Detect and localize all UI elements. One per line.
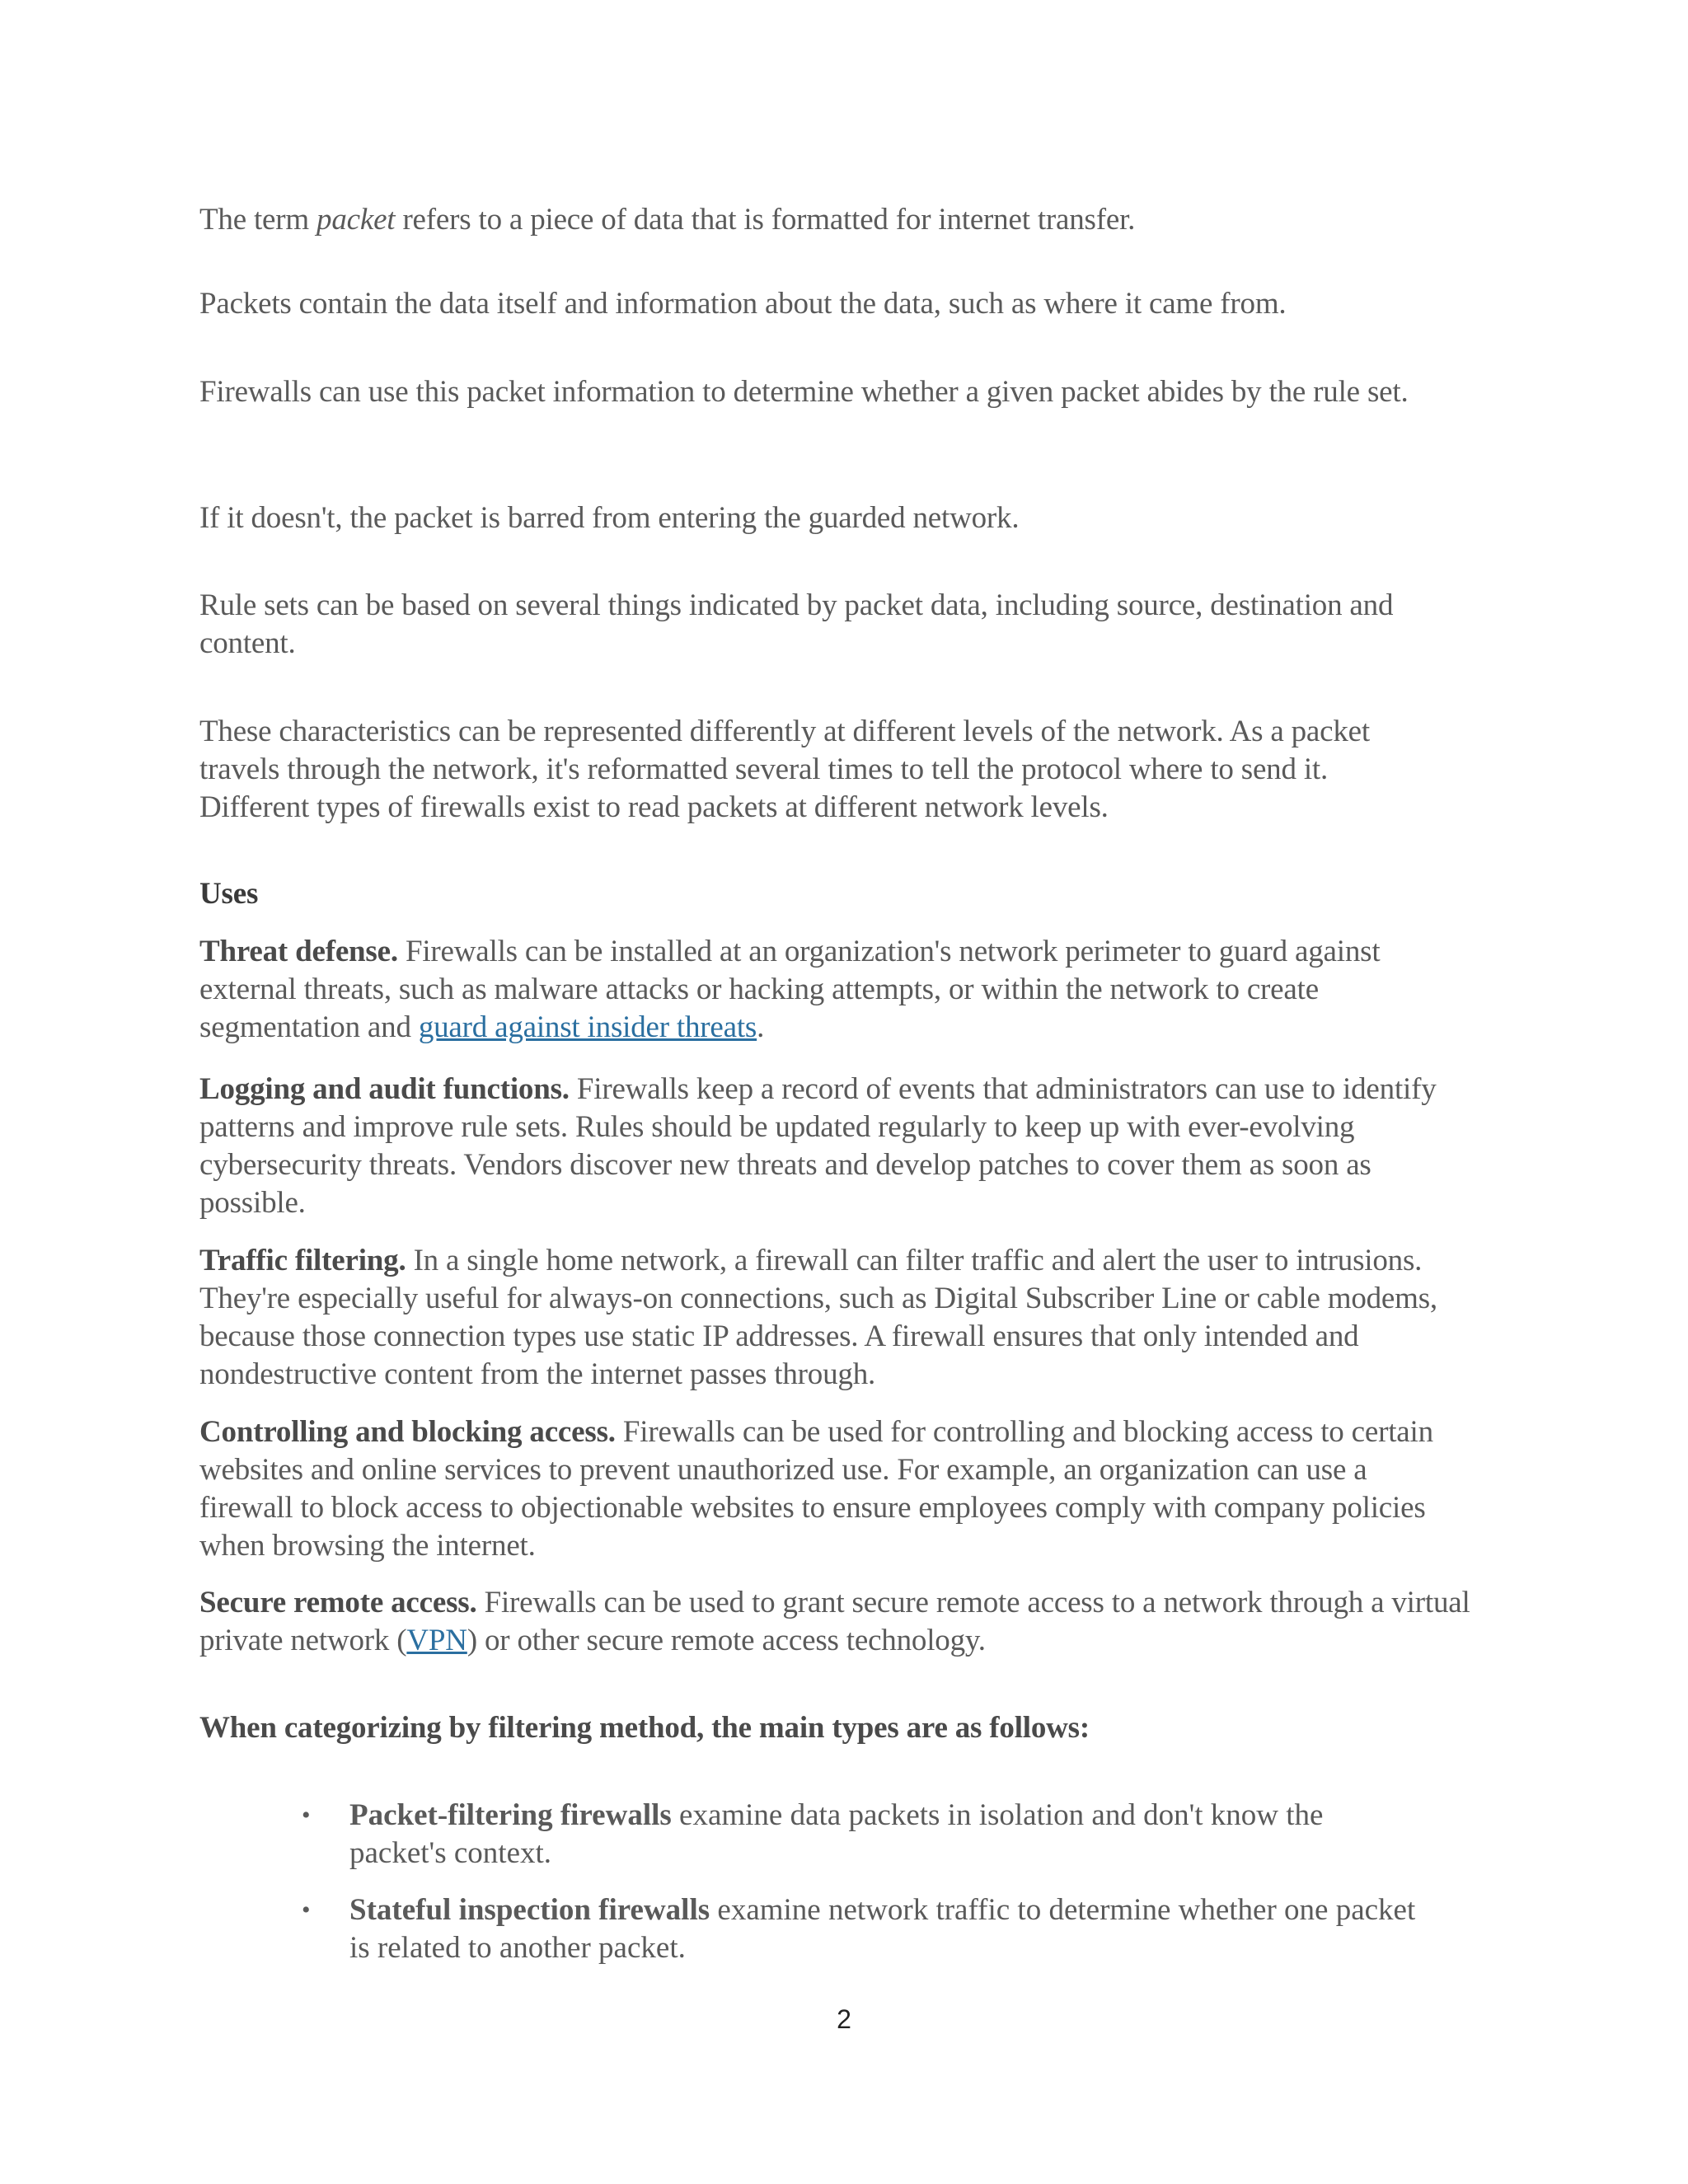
insider-threats-link[interactable]: guard against insider threats: [418, 1010, 757, 1044]
traffic-filtering-title: Traffic filtering.: [199, 1244, 406, 1277]
paragraph-logging: Logging and audit functions. Firewalls keep a record of events that administrators can use to identify patterns and improve rule sets. Rules should be updated regularly to keep up with ever-evolving cybersecurity threats. Vendors discover new threats and develop patches to cover them as soon as possible.: [199, 1072, 1437, 1220]
controlling-access-title: Controlling and blocking access.: [199, 1415, 616, 1449]
packet-emphasis: packet: [316, 203, 396, 237]
remote-access-title: Secure remote access.: [199, 1586, 477, 1619]
bullet-icon: •: [302, 1802, 311, 1829]
stateful-inspection-title: Stateful inspection firewalls: [349, 1893, 710, 1927]
page-number: 2: [837, 2004, 851, 2034]
paragraph-remote-access: Secure remote access. Firewalls can be used to grant secure remote access to a network through a virtual private network (VPN) or other secure remote access technology.: [199, 1586, 1470, 1657]
paragraph-packet-term: The term packet refers to a piece of data that is formatted for internet transfer.: [199, 203, 1136, 237]
packet-filtering-title: Packet-filtering firewalls: [349, 1798, 672, 1832]
logging-title: Logging and audit functions.: [199, 1072, 570, 1106]
paragraph-characteristics: These characteristics can be represented differently at different levels of the network. As a packet travels through the network, it's reformatted several times to tell the protocol where to send it. Different types of firewalls exist to read packets at different network levels.: [199, 715, 1370, 824]
threat-defense-title: Threat defense.: [199, 935, 398, 968]
categorizing-heading: When categorizing by filtering method, the main types are as follows:: [199, 1711, 1090, 1745]
uses-heading: Uses: [199, 877, 259, 911]
paragraph-packets-contain: Packets contain the data itself and information about the data, such as where it came from.: [199, 287, 1287, 321]
paragraph-firewalls-use: Firewalls can use this packet information to determine whether a given packet abides by the rule set.: [199, 375, 1409, 409]
paragraph-threat-defense: Threat defense. Firewalls can be installed at an organization's network perimeter to guard against external threats, such as malware attacks or hacking attempts, or within the network to create segmentation and guard against insider threats.: [199, 935, 1381, 1044]
paragraph-rule-sets: Rule sets can be based on several things indicated by packet data, including source, destination and content.: [199, 588, 1394, 660]
paragraph-traffic-filtering: Traffic filtering. In a single home network, a firewall can filter traffic and alert the user to intrusions. They're especially useful for always-on connections, such as Digital Subscriber Line or cable modems, because those connection types use static IP addresses. A firewall ensures that only intended and nondestructive content from the internet passes through.: [199, 1244, 1437, 1391]
paragraph-controlling-access: Controlling and blocking access. Firewalls can be used for controlling and blocking access to certain websites and online services to prevent unauthorized use. For example, an organization can use a firewall to block access to objectionable websites to ensure employees comply with company policies when browsing the internet.: [199, 1415, 1433, 1563]
paragraph-barred: If it doesn't, the packet is barred from entering the guarded network.: [199, 501, 1020, 535]
bullet-icon: •: [302, 1896, 311, 1924]
vpn-link[interactable]: VPN: [406, 1624, 467, 1657]
